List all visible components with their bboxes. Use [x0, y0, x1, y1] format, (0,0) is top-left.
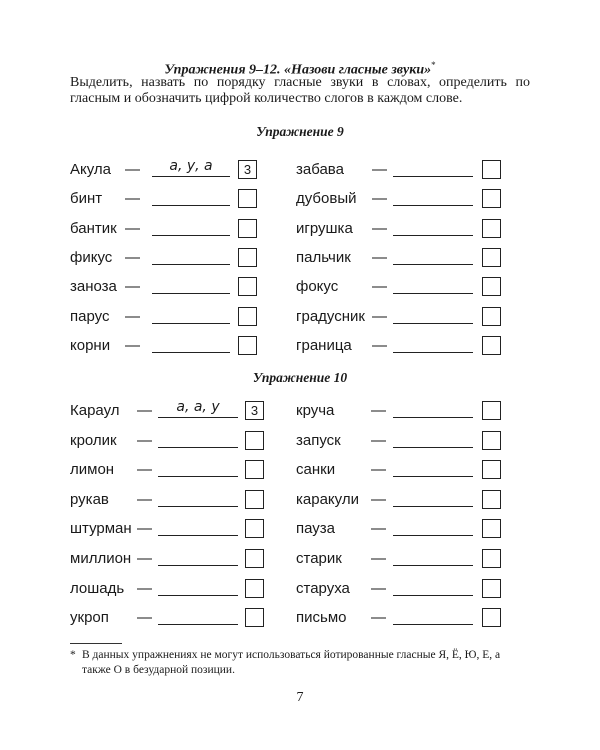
vowels-answer-line[interactable] [158, 624, 238, 625]
right-dash: — [372, 307, 387, 325]
syllable-count-box[interactable] [238, 248, 257, 267]
left-dash: — [125, 336, 140, 354]
vowels-answer-line[interactable] [152, 176, 230, 177]
right-dash: — [371, 609, 386, 627]
vowels-answer-line[interactable] [158, 595, 238, 596]
page-number: 7 [296, 690, 304, 705]
footnote-reference: * [431, 60, 436, 70]
right-dash: — [372, 219, 387, 237]
syllable-count-box[interactable] [482, 248, 501, 267]
vowels-answer-line[interactable] [393, 624, 473, 625]
right-dash: — [372, 278, 387, 296]
syllable-count-box[interactable] [238, 219, 257, 238]
left-dash: — [137, 402, 152, 419]
instructions-text: Выделить, назвать по порядку гласные звуки в словах, определить по гласным и обозначить цифрой количество слогов в каждом слове. [70, 75, 530, 106]
syllable-count-box[interactable] [482, 336, 501, 355]
syllable-count-box[interactable] [482, 549, 501, 568]
left-dash: — [125, 161, 140, 178]
vowels-answer-line[interactable] [393, 506, 473, 507]
left-dash: — [125, 307, 140, 325]
footnote-text: В данных упражнениях не могут использоваться йотированные гласные Я, Ё, Ю, Е, а также О в безударной позиции. [82, 649, 501, 676]
syllable-count-box[interactable] [482, 307, 501, 326]
vowels-answer-line[interactable] [393, 235, 473, 236]
left-word: парус [70, 307, 110, 325]
syllable-count-box[interactable] [482, 608, 501, 627]
syllable-count-box[interactable] [482, 401, 501, 420]
syllable-count-box[interactable] [482, 277, 501, 296]
vowels-answer-line[interactable] [393, 176, 473, 177]
left-dash: — [125, 248, 140, 266]
left-dash: — [137, 609, 152, 627]
vowels-answer-line[interactable] [152, 235, 230, 236]
left-word: корни [70, 336, 111, 354]
vowels-answer-line[interactable] [393, 352, 473, 353]
syllable-count-box[interactable]: 3 [245, 401, 264, 420]
syllable-count-box[interactable]: 3 [238, 160, 257, 179]
vowels-answer-line[interactable] [393, 565, 473, 566]
left-word: Акула [70, 161, 112, 178]
vowels-answer-line[interactable] [152, 205, 230, 206]
left-word: кролик [70, 431, 117, 449]
vowels-answer-line[interactable] [158, 476, 238, 477]
vowels-answer-line[interactable] [393, 264, 473, 265]
right-word: градусник [296, 307, 365, 325]
right-dash: — [371, 550, 386, 567]
left-dash: — [137, 520, 152, 538]
left-dash: — [137, 579, 152, 597]
right-dash: — [372, 336, 387, 354]
exercise-10-title: Упражнение 10 [252, 370, 348, 385]
syllable-count-box[interactable] [482, 160, 501, 179]
left-word: лошадь [70, 579, 125, 597]
right-dash: — [372, 161, 387, 178]
syllable-count-box[interactable] [245, 519, 264, 538]
right-dash: — [371, 431, 386, 449]
vowels-answer-text: а, а, у [176, 399, 220, 415]
left-word: заноза [70, 278, 117, 296]
left-dash: — [125, 190, 140, 208]
vowels-answer-line[interactable] [393, 417, 473, 418]
vowels-answer-line[interactable] [393, 323, 473, 324]
right-dash: — [372, 248, 387, 266]
vowels-answer-line[interactable] [158, 447, 238, 448]
right-word: санки [296, 461, 336, 479]
vowels-answer-line[interactable] [393, 595, 473, 596]
right-dash: — [371, 520, 386, 538]
right-dash: — [371, 579, 386, 597]
syllable-count-box[interactable] [238, 277, 257, 296]
vowels-answer-line[interactable] [158, 535, 238, 536]
right-word: старуха [296, 579, 350, 597]
left-word: Караул [70, 402, 120, 419]
footnote-divider [70, 643, 122, 644]
right-dash: — [372, 190, 387, 208]
right-word: кручa [296, 402, 335, 419]
vowels-answer-line[interactable] [152, 352, 230, 353]
syllable-count-box[interactable] [245, 579, 264, 598]
footnote-mark: * [70, 649, 76, 661]
syllable-count-box[interactable] [238, 189, 257, 208]
right-word: старик [296, 550, 342, 567]
left-word: фикус [70, 248, 113, 266]
syllable-count-box[interactable] [482, 519, 501, 538]
left-word: штурман [70, 520, 132, 538]
syllable-count-box[interactable] [482, 219, 501, 238]
right-word: запуск [296, 431, 341, 449]
syllable-count-box[interactable] [245, 460, 264, 479]
vowels-answer-line[interactable] [393, 535, 473, 536]
right-word: пальчик [296, 248, 351, 266]
left-dash: — [137, 550, 152, 567]
right-word: письмо [296, 609, 347, 627]
right-word: дубовый [296, 190, 357, 208]
left-dash: — [125, 219, 140, 237]
right-dash: — [371, 461, 386, 479]
right-word: каракули [296, 490, 359, 508]
left-word: рукав [70, 490, 109, 508]
left-word: миллион [70, 550, 132, 567]
vowels-answer-line[interactable] [393, 447, 473, 448]
syllable-count-box[interactable] [482, 460, 501, 479]
right-word: забава [296, 161, 344, 178]
syllable-count-box[interactable] [238, 307, 257, 326]
vowels-answer-line[interactable] [393, 476, 473, 477]
left-word: бинт [70, 190, 103, 208]
vowels-answer-line[interactable] [152, 323, 230, 324]
vowels-answer-line[interactable] [158, 506, 238, 507]
vowels-answer-text: а, у, а [169, 158, 213, 174]
syllable-count-box[interactable] [245, 608, 264, 627]
left-word: укроп [70, 609, 109, 627]
right-dash: — [371, 402, 386, 419]
left-dash: — [137, 431, 152, 449]
right-word: игрушка [296, 219, 353, 237]
right-word: фокус [296, 278, 339, 296]
syllable-count-box[interactable] [482, 189, 501, 208]
syllable-count-box[interactable] [482, 431, 501, 450]
syllable-count-box[interactable] [238, 336, 257, 355]
syllable-count-box[interactable] [245, 431, 264, 450]
left-dash: — [137, 490, 152, 508]
vowels-answer-line[interactable] [393, 293, 473, 294]
vowels-answer-line[interactable] [152, 264, 230, 265]
right-word: пауза [296, 520, 336, 538]
vowels-answer-line[interactable] [393, 205, 473, 206]
left-dash: — [125, 278, 140, 296]
left-word: бантик [70, 219, 117, 237]
left-dash: — [137, 461, 152, 479]
syllable-count-box[interactable] [482, 490, 501, 509]
right-word: граница [296, 336, 352, 354]
syllable-count-box[interactable] [245, 490, 264, 509]
syllable-count-box[interactable] [245, 549, 264, 568]
vowels-answer-line[interactable] [158, 417, 238, 418]
vowels-answer-line[interactable] [158, 565, 238, 566]
vowels-answer-line[interactable] [152, 293, 230, 294]
syllable-count-box[interactable] [482, 579, 501, 598]
right-dash: — [371, 490, 386, 508]
exercise-9-title: Упражнение 9 [256, 124, 344, 139]
left-word: лимон [70, 461, 115, 479]
exercise-group-title: Упражнения 9–12. «Назови гласные звуки»* [164, 60, 436, 78]
